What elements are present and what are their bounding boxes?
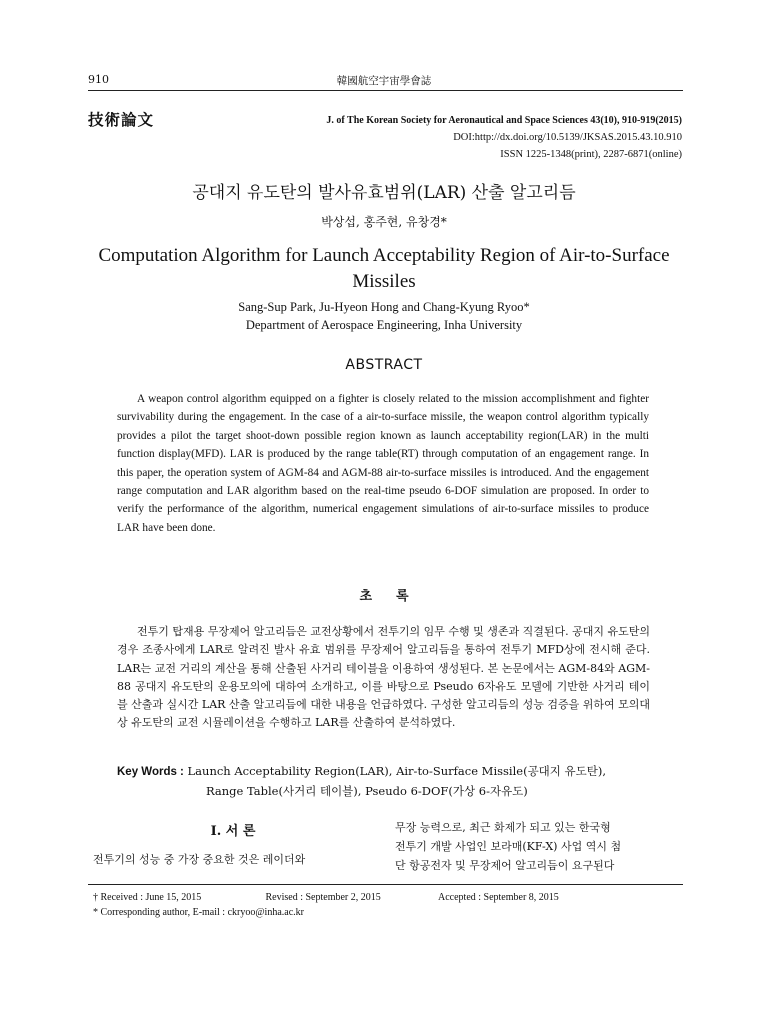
korean-abstract-heading <box>0 585 768 604</box>
section-heading-introduction: Ⅰ. 서 론 <box>210 824 256 839</box>
authors-korean: 박상섭, 홍주현, 유창경* <box>321 215 447 229</box>
journal-citation: J. of The Korean Society for Aeronautical and Space Sciences 43(10), 910-919(2015) <box>326 115 682 126</box>
citation-block <box>326 112 682 163</box>
corresponding-author: * Corresponding author, E-mail : ckryoo@inha.ac.kr <box>93 907 304 918</box>
title-english: Computation Algorithm for Launch Acceptability Region of Air-to-Surface Missiles <box>98 245 670 292</box>
abstract-heading: ABSTRACT <box>345 357 423 373</box>
issn: ISSN 1225-1348(print), 2287-6871(online) <box>500 149 682 160</box>
footnote-rule <box>88 884 683 885</box>
authors-english: Sang-Sup Park, Ju-Hyeon Hong and Chang-Kyung Ryoo* <box>238 300 530 314</box>
korean-abstract-text: 전투기 탑재용 무장제어 알고리듬은 교전상황에서 전투기의 임무 수행 및 생존과 직결된다. 공대지 유도탄의 경우 조종사에게 LAR로 알려진 발사 유효 범위를 무장제어 알고리듬을 통하여 전투기 MFD상에 전시해 준다. LAR는 교전 거리의 계산을 통해 산출된 사거리 테이블을 이용하여 생성된다. 본 논문에서는 AGM-84와 AGM-88 공대지 유도탄의 운용모의에 대하여 소개하고, 이를 바탕으로 Pseudo 6자유도 모델에 기반한 사거리 테이블 산출과 실시간 LAR 산출 알고리듬에 대한 내용을 언급하였다. 구성한 알고리듬의 성능 검증을 위하여 모의대상 유도탄의 교전 시뮬레이션을 수행하고 LAR를 산출하여 분석하였다. <box>117 625 650 730</box>
page-number: 910 <box>88 73 109 86</box>
right-column-line: 전투기 개발 사업인 보라매(KF-X) 사업 역시 첨 <box>395 840 622 853</box>
received-date: † Received : June 15, 2015 <box>93 892 202 903</box>
journal-name-korean: 韓國航空宇宙學會誌 <box>336 75 432 87</box>
footnotes <box>93 890 559 920</box>
korean-abstract-heading-2: 록 <box>396 589 409 604</box>
doi-link[interactable]: DOI:http://dx.doi.org/10.5139/JKSAS.2015.43.10.910 <box>453 132 682 143</box>
keywords-block <box>117 762 657 801</box>
revised-date: Revised : September 2, 2015 <box>265 892 381 903</box>
keywords-line-2: Range Table(사거리 테이블), Pseudo 6-DOF(가상 6-자유도) <box>206 784 528 798</box>
header-rule <box>88 90 683 91</box>
accepted-date: Accepted : September 8, 2015 <box>438 892 559 903</box>
body-text-left-column: 전투기의 성능 중 가장 중요한 것은 레이더와 <box>93 853 306 866</box>
affiliation: Department of Aerospace Engineering, Inha University <box>245 318 523 332</box>
article-type-label: 技術論文 <box>88 110 155 129</box>
right-column-line: 무장 능력으로, 최근 화제가 되고 있는 한국형 <box>395 821 611 834</box>
keywords-label: Key Words : <box>117 766 184 778</box>
korean-abstract-heading-1: 초 <box>359 589 372 604</box>
body-text-right-column <box>395 818 685 875</box>
title-korean: 공대지 유도탄의 발사유효범위(LAR) 산출 알고리듬 <box>192 183 576 203</box>
keywords-line-1: Launch Acceptability Region(LAR), Air-to-Surface Missile(공대지 유도탄), <box>187 764 607 778</box>
right-column-line: 단 항공전자 및 무장제어 알고리듬이 요구된다 <box>395 859 615 872</box>
abstract-text: A weapon control algorithm equipped on a fighter is closely related to the mission accomplishment and fighter survivability during the engagement. In the case of a air-to-surface missile, the weapon control algorithm typically provides a pilot the target shoot-down possible region known as launch acceptability region(LAR) in the multi function display(MFD). LAR is produced by the range table(RT) through computation of an engagement range. In this paper, the operation system of AGM-84 and AGM-88 air-to-surface missiles is introduced. And the engagement range computation and LAR algorithm based on the real-time pseudo 6-DOF simulation are proposed. In order to verify the performance of the algorithm, numerical engagement simulations of air-to-surface missiles to produce LAR have been done. <box>117 393 649 534</box>
